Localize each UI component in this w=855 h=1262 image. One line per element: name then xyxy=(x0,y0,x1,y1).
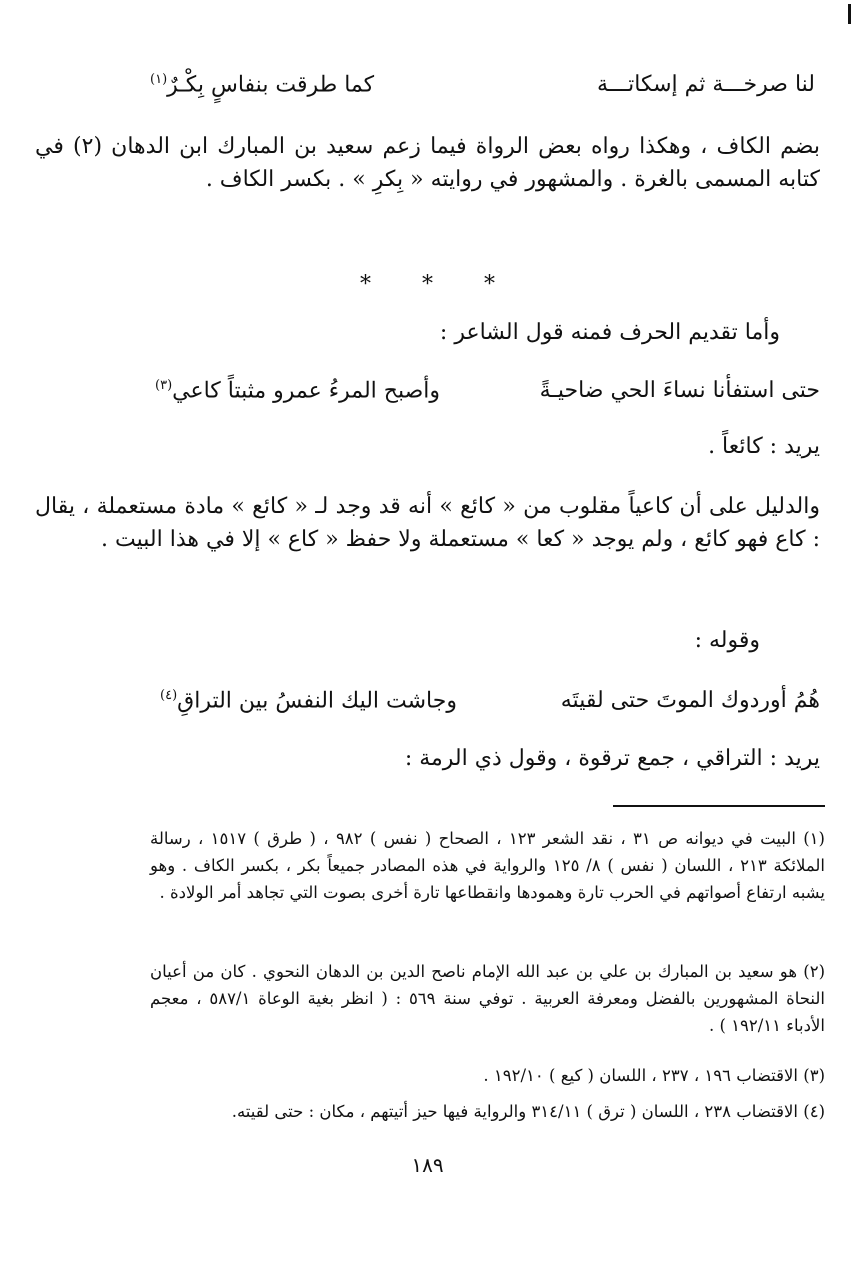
explanation-line-2: يريد : التراقي ، جمع ترقوة ، وقول ذي الرمة : xyxy=(404,746,820,771)
edge-mark xyxy=(848,4,851,24)
verse-3-hemistich-2 xyxy=(160,688,457,713)
section-divider-stars xyxy=(0,272,855,297)
intro-line: وأما تقديم الحرف فمنه قول الشاعر : xyxy=(439,320,780,345)
verse-1-hemistich-1: لنا صرخـــة ثم إسكاتـــة xyxy=(597,72,815,97)
verse-1 xyxy=(150,72,815,112)
page-number: ١٨٩ xyxy=(411,1153,444,1177)
verse-1-hemistich-2 xyxy=(150,72,374,97)
star: * xyxy=(422,272,433,297)
footnote-ref-3: (٣) xyxy=(155,378,173,393)
verse-1-hemistich-2-text: كما طرقت بنفاسٍ بِكْـرٌ xyxy=(167,72,375,98)
verse-2 xyxy=(155,378,820,418)
verse-3 xyxy=(160,688,820,728)
star: * xyxy=(484,272,495,297)
footnote-4: (٤) الاقتضاب ٢٣٨ ، اللسان ( ترق ) ٣١٤/١١ والرواية فيها حيز أتيتهم ، مكان : حتى لقيته. xyxy=(231,1102,825,1121)
footnote-rule xyxy=(613,805,825,807)
footnote-3: (٣) الاقتضاب ١٩٦ ، ٢٣٧ ، اللسان ( كيع ) ١٩٢/١٠ . xyxy=(483,1066,825,1085)
verse-3-hemistich-2-text: وجاشت اليك النفسُ بين التراقِ xyxy=(177,688,457,714)
footnote-ref-1: (١) xyxy=(150,72,168,87)
explanation-line-1: يريد : كائعاً . xyxy=(708,434,820,459)
paragraph-1: بضم الكاف ، وهكذا رواه بعض الرواة فيما زعم سعيد بن المبارك ابن الدهان (٢) في كتابه المسمى بالغرة . والمشهور في روايته « بِكرِ » . بكسر الكاف . xyxy=(35,134,821,192)
star: * xyxy=(360,272,371,297)
verse-2-hemistich-2 xyxy=(155,378,440,403)
footnote-1: (١) البيت في ديوانه ص ٣١ ، نقد الشعر ١٢٣ ، الصحاح ( نفس ) ٩٨٢ ، ( طرق ) ١٥١٧ ، رسالة الملائكة ٢١٣ ، اللسان ( نفس ) ٨/ ١٢٥ والرواية في هذه المصادر جميعاً بكر ، بكسر الكاف . وهو يشبه ارتفاع أصواتهم في الحرب تارة وهمودها وانقطاعها تارة أخرى بصوت التي تجاهد أمر الولادة . xyxy=(150,829,825,902)
verse-3-hemistich-1: هُمُ أوردوك الموتَ حتى لقيتَه xyxy=(560,688,820,713)
verse-2-hemistich-2-text: وأصبح المرءُ عمرو مثبتاً كاعي xyxy=(172,378,441,404)
paragraph-2: والدليل على أن كاعياً مقلوب من « كائع » أنه قد وجد لـ « كائع » مادة مستعملة ، يقال : كاع فهو كائع ، ولم يوجد « كعا » مستعملة ولا حفظ « كاع » إلا في هذا البيت . xyxy=(35,494,820,552)
qawluhu-line: وقوله : xyxy=(694,628,760,653)
verse-2-hemistich-1: حتى استفأنا نساءَ الحي ضاحيـةً xyxy=(539,378,820,403)
footnote-2: (٢) هو سعيد بن المبارك بن علي بن عبد الله الإمام ناصح الدين بن الدهان النحوي . كان من أعيان النحاة المشهورين بالفضل ومعرفة العربية . توفي سنة ٥٦٩ : ( انظر بغية الوعاة ٥٨٧/١ ، معجم الأدباء ١٩٢/١١ ) . xyxy=(150,962,826,1035)
footnote-ref-4: (٤) xyxy=(160,688,178,703)
